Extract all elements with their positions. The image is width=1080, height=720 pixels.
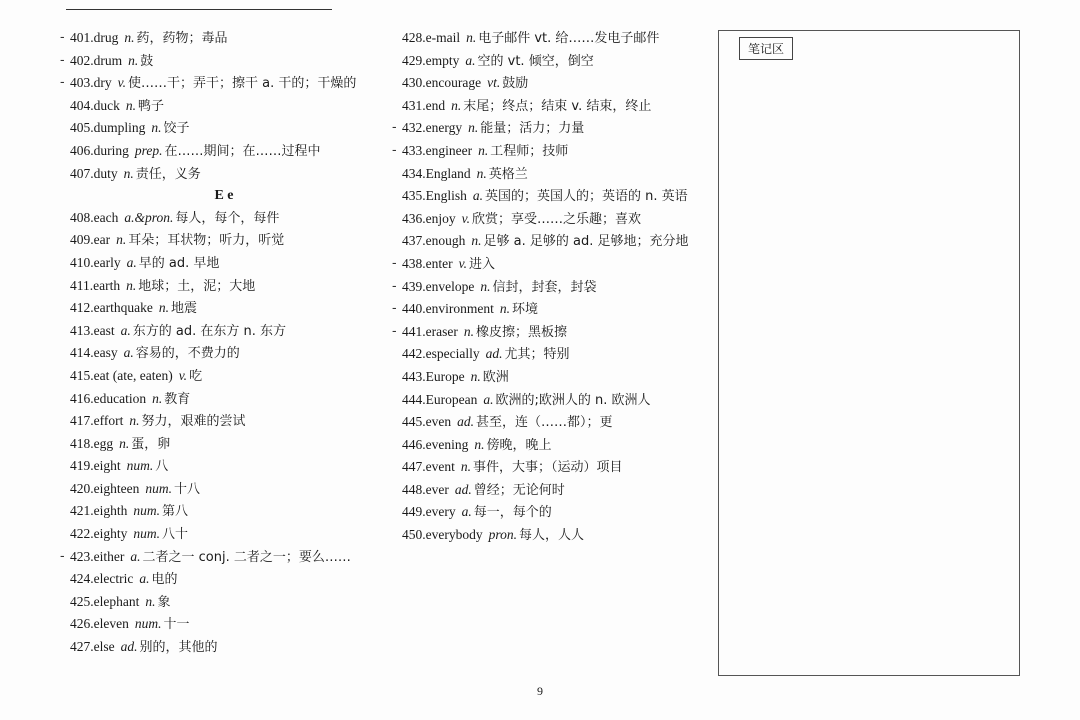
- entry-meaning: 责任，义务: [135, 166, 201, 182]
- vocab-entry: [392, 524, 692, 547]
- entry-meaning: 吃: [189, 368, 203, 384]
- entry-word: 405.dumpling: [70, 120, 146, 136]
- entry-meaning: 二者之一 conj. 二者之一；要么……: [142, 549, 351, 565]
- entry-part-of-speech: n.: [152, 390, 163, 406]
- entry-word: 425.elephant: [70, 593, 140, 609]
- entry-meaning: 空的 vt. 倾空，倒空: [477, 53, 594, 69]
- vocab-entry: [392, 501, 692, 524]
- vocab-entry: [392, 253, 692, 276]
- vocab-entry: [392, 343, 692, 366]
- entry-word: 426.eleven: [70, 616, 129, 632]
- entry-part-of-speech: a.&pron.: [124, 209, 174, 225]
- entry-meaning: 欧洲的;欧洲人的 n. 欧洲人: [495, 392, 651, 408]
- entry-word: 450.everybody: [402, 527, 483, 543]
- entry-part-of-speech: n.: [474, 436, 485, 452]
- entry-word: 407.duty: [70, 165, 118, 181]
- entry-meaning: 事件，大事；（运动）项目: [473, 460, 623, 476]
- entry-meaning: 能量；活力；力量: [480, 121, 585, 137]
- entry-word: 416.education: [70, 390, 147, 406]
- vocab-entry: [60, 388, 378, 411]
- entry-meaning: 英国的；英国人的；英语的 n. 英语: [485, 189, 688, 205]
- section-heading: E e: [214, 188, 234, 204]
- vocab-entry: [392, 298, 692, 321]
- entry-word: 424.electric: [70, 571, 134, 587]
- vocab-entry: [60, 27, 378, 50]
- entry-meaning: 欣赏；享受……之乐趣；喜欢: [472, 211, 642, 227]
- vocab-entry: [60, 320, 378, 343]
- notes-label: 笔记区: [739, 37, 793, 60]
- vocab-entry: [60, 117, 378, 140]
- entry-meaning: 电子邮件 vt. 给……发电子邮件: [478, 31, 660, 46]
- entry-meaning: 每人，每个，每件: [175, 210, 280, 226]
- entry-part-of-speech: n.: [451, 97, 462, 113]
- entry-part-of-speech: n.: [499, 301, 510, 317]
- vocab-column-left: [60, 27, 378, 659]
- entry-word: 419.eight: [70, 458, 121, 474]
- entry-part-of-speech: n.: [126, 277, 137, 293]
- entry-word: 401.drug: [70, 30, 119, 45]
- vocab-entry: [60, 72, 378, 95]
- entry-meaning: 傍晚，晚上: [486, 437, 552, 453]
- entry-meaning: 地球；土，泥；大地: [138, 278, 256, 294]
- entry-meaning: 象: [157, 594, 171, 610]
- vocab-entry: [392, 230, 692, 253]
- entry-word: 431.end: [402, 97, 446, 113]
- vocab-entry: [392, 27, 692, 50]
- entry-word: 409.ear: [70, 232, 111, 248]
- entry-word: 414.easy: [70, 345, 118, 361]
- entry-meaning: 东方的 ad. 在东方 n. 东方: [132, 323, 287, 339]
- vocab-entry: [60, 546, 378, 569]
- vocab-entry: [392, 163, 692, 186]
- vocab-entry: [392, 72, 692, 95]
- entry-part-of-speech: a.: [461, 504, 472, 520]
- vocab-entry: [60, 410, 378, 433]
- entry-word: 413.east: [70, 322, 115, 338]
- entry-word: 423.either: [70, 548, 125, 564]
- entry-word: 448.ever: [402, 481, 449, 497]
- entry-part-of-speech: a.: [120, 322, 131, 338]
- entry-word: 408.each: [70, 209, 119, 225]
- entry-part-of-speech: n.: [466, 30, 477, 45]
- entry-word: 438.enter: [402, 255, 453, 271]
- entry-part-of-speech: ad.: [457, 414, 474, 430]
- entry-meaning: 容易的，不费力的: [135, 346, 240, 362]
- vocab-column-right: [392, 27, 692, 547]
- entry-meaning: 地震: [170, 301, 197, 317]
- entry-word: 434.England: [402, 165, 471, 181]
- entry-part-of-speech: n.: [470, 368, 481, 384]
- entry-meaning: 十一: [163, 617, 190, 633]
- entry-part-of-speech: n.: [158, 300, 169, 316]
- entry-part-of-speech: a.: [126, 254, 137, 270]
- entry-meaning: 在……期间；在……过程中: [164, 143, 321, 159]
- vocab-entry: [60, 365, 378, 388]
- entry-part-of-speech: n.: [468, 120, 479, 136]
- entry-meaning: 别的，其他的: [139, 640, 218, 656]
- entry-word: 418.egg: [70, 435, 114, 451]
- vocab-entry: [392, 411, 692, 434]
- entry-word: 443.Europe: [402, 368, 465, 384]
- entry-part-of-speech: a.: [123, 345, 134, 361]
- entry-meaning: 信封，封套，封袋: [492, 279, 597, 295]
- entry-part-of-speech: n.: [125, 97, 136, 113]
- vocab-entry: [60, 568, 378, 591]
- entry-meaning: 橡皮擦；黑板擦: [475, 324, 567, 340]
- entry-meaning: 使……干；弄干；擦干 a. 干的；干燥的: [128, 76, 357, 92]
- entry-part-of-speech: num.: [133, 503, 160, 519]
- entry-part-of-speech: ad.: [120, 639, 138, 655]
- entry-part-of-speech: n.: [476, 165, 487, 181]
- entry-part-of-speech: n.: [116, 232, 127, 248]
- entry-meaning: 工程师；技师: [490, 143, 569, 159]
- entry-word: 410.early: [70, 254, 121, 270]
- entry-part-of-speech: n.: [151, 120, 162, 136]
- entry-part-of-speech: a.: [139, 571, 150, 587]
- entry-meaning: 第八: [162, 504, 189, 520]
- entry-meaning: 甚至，连（……都）；更: [475, 415, 613, 431]
- entry-word: 427.else: [70, 639, 115, 655]
- entry-word: 437.enough: [402, 233, 466, 249]
- entry-part-of-speech: v.: [117, 75, 126, 91]
- entry-meaning: 药，药物；毒品: [136, 31, 228, 46]
- entry-part-of-speech: n.: [119, 435, 130, 451]
- vocab-entry: [60, 613, 378, 636]
- vocab-entry: [60, 523, 378, 546]
- entry-part-of-speech: ad.: [485, 346, 503, 362]
- entry-word: 415.eat (ate, eaten): [70, 367, 173, 383]
- top-rule: [66, 9, 332, 10]
- entry-word: 420.eighteen: [70, 480, 140, 496]
- entry-meaning: 鼓: [140, 53, 154, 69]
- entry-word: 442.especially: [402, 346, 480, 362]
- entry-meaning: 耳朵；耳状物；听力，听觉: [128, 233, 285, 249]
- entry-part-of-speech: n.: [460, 459, 471, 475]
- vocab-entry: [60, 342, 378, 365]
- entry-meaning: 八十: [162, 527, 189, 543]
- entry-word: 445.even: [402, 414, 452, 430]
- entry-word: 402.drum: [70, 52, 123, 68]
- vocab-entry: [60, 478, 378, 501]
- entry-word: 417.effort: [70, 413, 124, 429]
- entry-word: 444.European: [402, 391, 478, 407]
- vocab-entry: [60, 591, 378, 614]
- entry-word: 422.eighty: [70, 526, 128, 542]
- vocab-entry: [392, 95, 692, 118]
- entry-part-of-speech: n.: [123, 165, 134, 181]
- vocab-entry: [392, 434, 692, 457]
- entry-word: 404.duck: [70, 97, 120, 113]
- entry-part-of-speech: n.: [471, 233, 482, 249]
- entry-word: 430.encourage: [402, 75, 482, 91]
- entry-meaning: 每人，人人: [519, 528, 585, 544]
- vocab-entry: [392, 117, 692, 140]
- entry-meaning: 饺子: [163, 121, 190, 137]
- entry-part-of-speech: n.: [124, 30, 135, 45]
- entry-meaning: 鼓励: [502, 76, 529, 92]
- vocab-entry: [60, 140, 378, 163]
- vocab-entry: [60, 252, 378, 275]
- entry-part-of-speech: n.: [463, 323, 474, 339]
- entry-word: 429.empty: [402, 52, 460, 68]
- entry-part-of-speech: num.: [134, 616, 162, 632]
- entry-word: 447.event: [402, 459, 455, 475]
- vocab-entry: [392, 185, 692, 208]
- entry-part-of-speech: a.: [465, 52, 476, 68]
- entry-part-of-speech: num.: [126, 458, 154, 474]
- vocab-entry: [60, 455, 378, 478]
- entry-word: 428.e-mail: [402, 30, 461, 45]
- entry-meaning: 环境: [511, 302, 538, 318]
- entry-word: 433.engineer: [402, 142, 473, 158]
- entry-part-of-speech: num.: [145, 480, 172, 496]
- entry-meaning: 英格兰: [488, 166, 528, 182]
- entry-part-of-speech: num.: [133, 526, 160, 542]
- entry-part-of-speech: v.: [461, 210, 470, 226]
- entry-part-of-speech: n.: [480, 278, 491, 294]
- entry-meaning: 鸭子: [138, 98, 165, 114]
- notes-area: [718, 30, 1020, 676]
- entry-meaning: 八: [155, 459, 169, 475]
- entry-part-of-speech: n.: [478, 142, 489, 158]
- vocab-entry: [392, 389, 692, 412]
- entry-word: 446.evening: [402, 436, 469, 452]
- entry-part-of-speech: n.: [145, 593, 156, 609]
- entry-meaning: 电的: [151, 572, 178, 588]
- vocab-entry: [60, 500, 378, 523]
- vocab-entry: [392, 50, 692, 73]
- vocab-entry: [392, 456, 692, 479]
- page-number: 9: [537, 684, 543, 698]
- entry-meaning: 每一，每个的: [473, 505, 552, 521]
- entry-word: 435.English: [402, 188, 467, 204]
- vocab-entry: [60, 229, 378, 252]
- vocab-entry: [392, 479, 692, 502]
- entry-meaning: 早的 ad. 早地: [138, 255, 220, 271]
- vocab-entry: [392, 208, 692, 231]
- entry-meaning: 末尾；终点；结束 v. 结束，终止: [463, 98, 652, 114]
- entry-meaning: 进入: [468, 256, 495, 272]
- entry-word: 441.eraser: [402, 323, 458, 339]
- vocab-entry: [60, 207, 378, 230]
- entry-part-of-speech: prep.: [134, 142, 163, 158]
- vocab-entry: [60, 163, 378, 186]
- vocab-entry: [60, 433, 378, 456]
- entry-meaning: 十八: [173, 481, 200, 497]
- entry-part-of-speech: a.: [483, 391, 494, 407]
- entry-part-of-speech: a.: [472, 188, 484, 204]
- vocab-entry: [392, 140, 692, 163]
- vocab-entry: [60, 95, 378, 118]
- entry-word: 421.eighth: [70, 503, 128, 519]
- entry-word: 439.envelope: [402, 278, 475, 294]
- vocab-entry: [392, 276, 692, 299]
- vocab-entry: [392, 321, 692, 344]
- entry-part-of-speech: pron.: [488, 527, 517, 543]
- entry-word: 449.every: [402, 504, 456, 520]
- entry-word: 440.environment: [402, 301, 494, 317]
- vocab-entry: [60, 297, 378, 320]
- entry-word: 411.earth: [70, 277, 121, 293]
- entry-meaning: 尤其；特别: [504, 347, 570, 363]
- entry-part-of-speech: vt.: [487, 75, 501, 91]
- entry-word: 432.energy: [402, 120, 463, 136]
- entry-meaning: 足够 a. 足够的 ad. 足够地；充分地: [483, 234, 689, 250]
- entry-word: 412.earthquake: [70, 300, 153, 316]
- entry-part-of-speech: v.: [458, 255, 467, 271]
- entry-meaning: 教育: [164, 391, 191, 407]
- vocab-entry: [60, 636, 378, 659]
- entry-meaning: 努力，艰难的尝试: [141, 414, 246, 430]
- entry-part-of-speech: a.: [130, 548, 141, 564]
- vocab-entry: [60, 275, 378, 298]
- entry-part-of-speech: n.: [128, 52, 139, 68]
- entry-word: 436.enjoy: [402, 210, 456, 226]
- entry-meaning: 蛋，卵: [131, 436, 171, 452]
- entry-word: 406.during: [70, 142, 129, 158]
- entry-part-of-speech: n.: [129, 413, 140, 429]
- vocab-entry: [60, 50, 378, 73]
- entry-word: 403.dry: [70, 75, 112, 91]
- entry-part-of-speech: v.: [178, 367, 188, 383]
- entry-part-of-speech: ad.: [454, 481, 472, 497]
- vocab-entry: [392, 366, 692, 389]
- entry-meaning: 欧洲: [482, 369, 509, 385]
- entry-meaning: 曾经；无论何时: [473, 482, 565, 498]
